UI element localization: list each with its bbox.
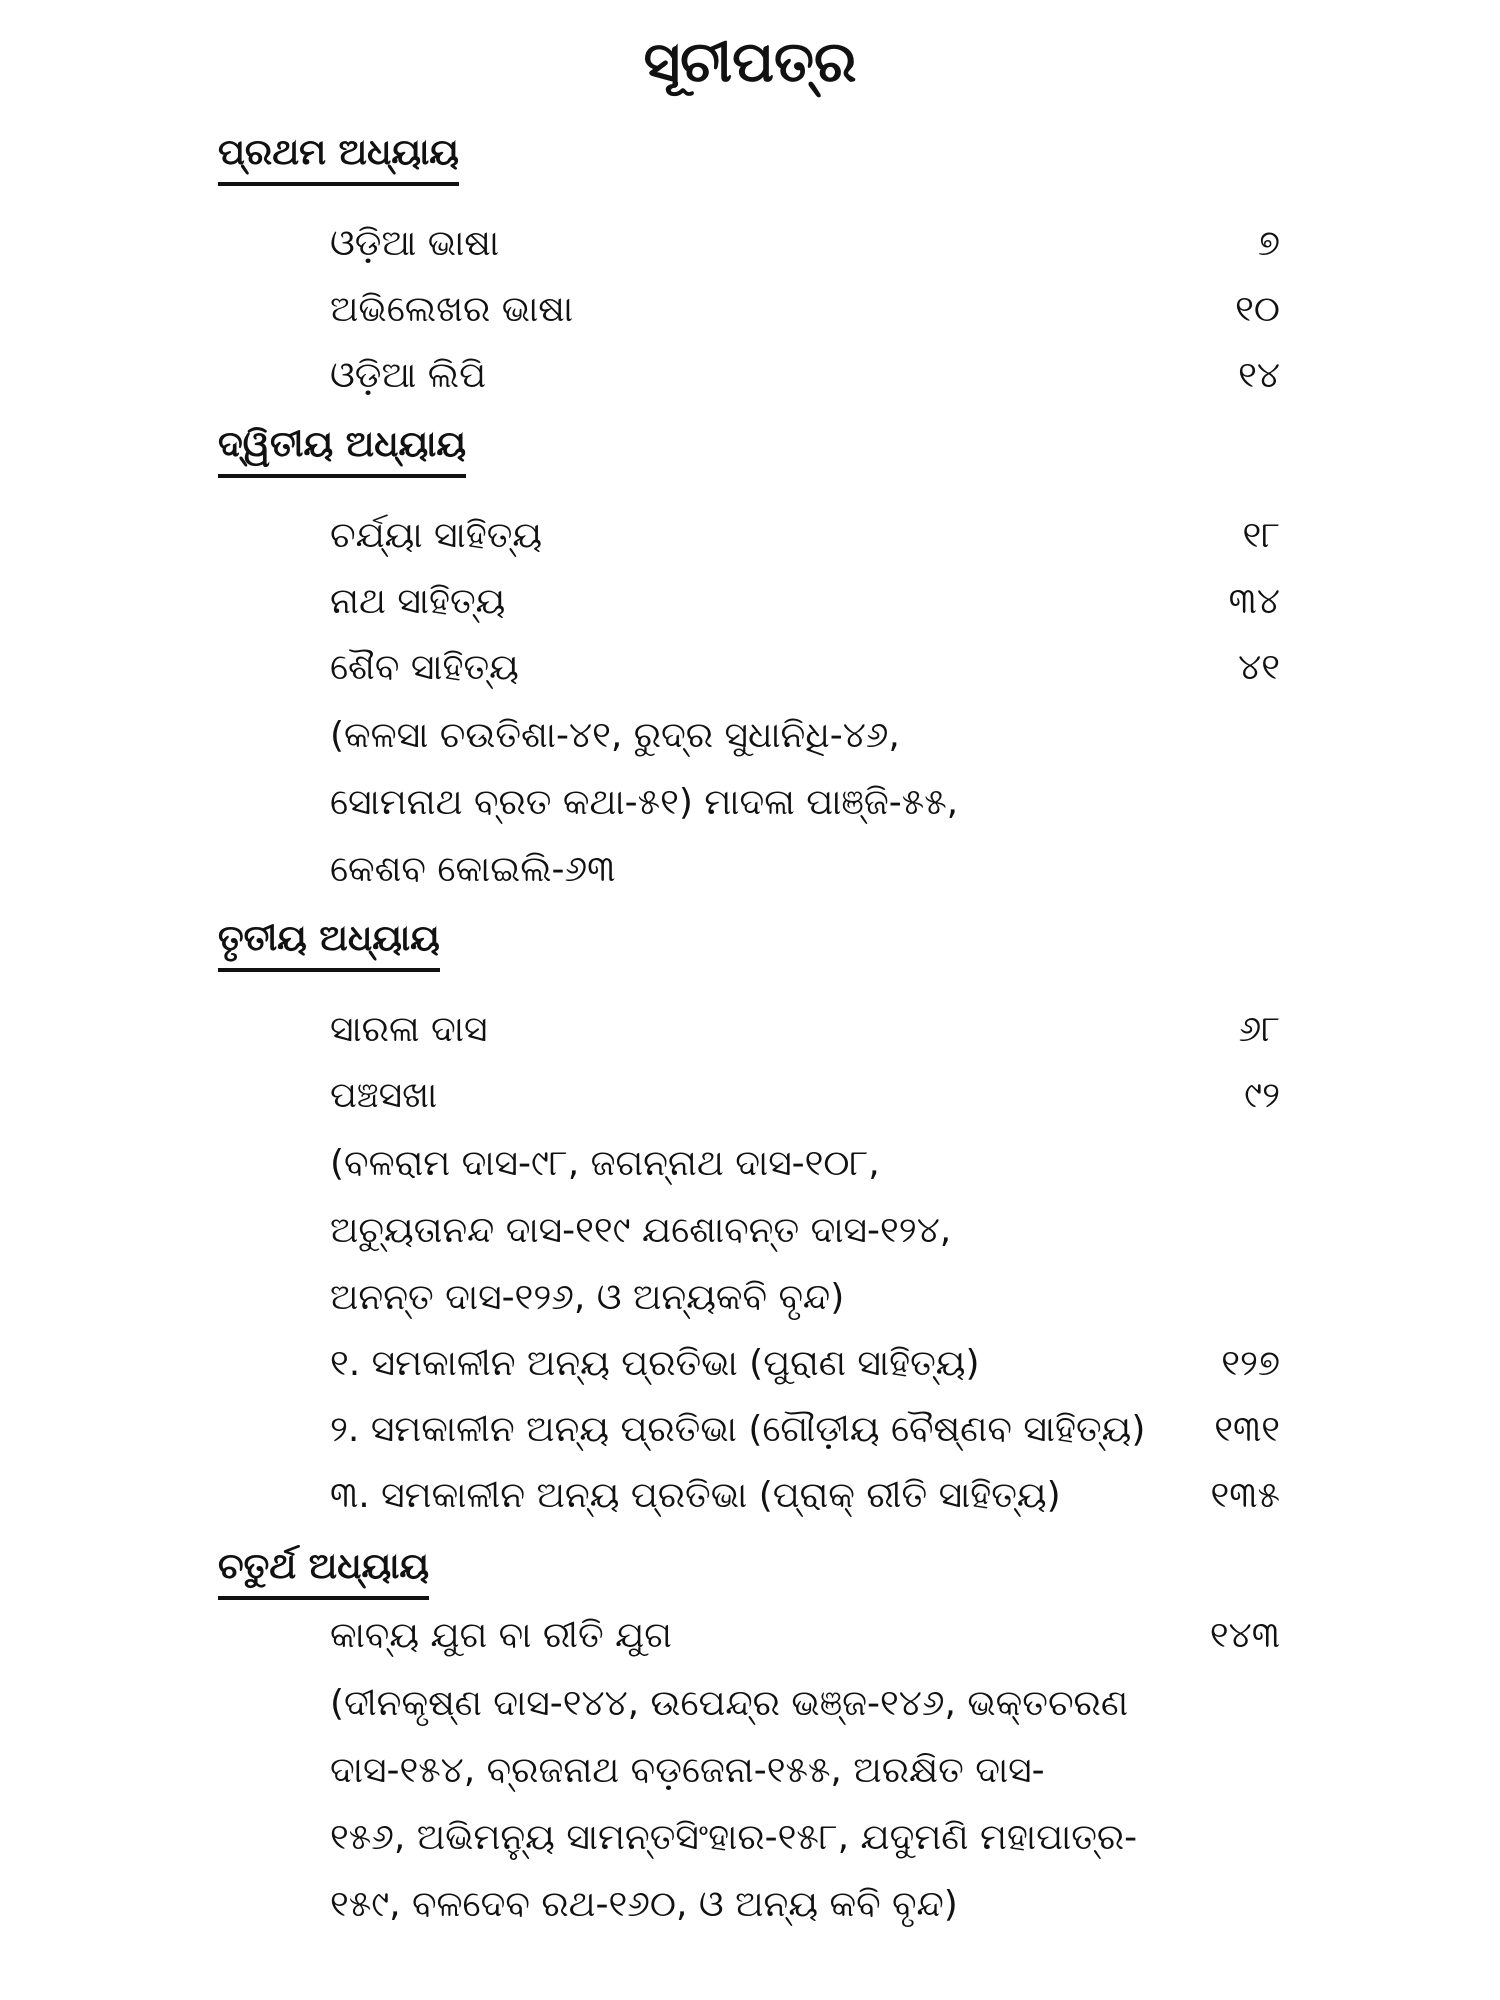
toc-entry [330, 1614, 1280, 1658]
toc-entry [330, 354, 1280, 398]
entry-label: କାବ୍ୟ ଯୁଗ ବା ରୀତି ଯୁଗ [330, 1615, 672, 1656]
toc-entry [330, 1074, 1280, 1118]
toc-entry [330, 1474, 1280, 1518]
entry-label: ୧. ସମକାଳୀନ ଅନ୍ୟ ପ୍ରତିଭା (ପୁରାଣ ସାହିତ୍ୟ) [330, 1343, 980, 1384]
note-line: କେଶବ କୋଇଲି-୬୩ [330, 849, 616, 890]
note-line: ସୋମନାଥ ବ୍ରତ କଥା-୫୧) ମାଦଳା ପାଞ୍ଜି-୫୫, [330, 782, 959, 823]
entry-page: ୧୩୧ [1214, 1409, 1280, 1450]
toc-entry [330, 1008, 1280, 1052]
entry-label: ୨. ସମକାଳୀନ ଅନ୍ୟ ପ୍ରତିଭା (ଗୌଡ଼ୀୟ ବୈଷ୍ଣବ ସାହିତ୍ୟ) [330, 1409, 1146, 1450]
entry-page: ୧୮ [1242, 515, 1280, 556]
note-line: (କଳସା ଚଉତିଶା-୪୧, ରୁଦ୍ର ସୁଧାନିଧି-୪୬, [330, 715, 900, 756]
toc-entry [330, 646, 1280, 690]
entry-label: ଅଭିଲେଖର ଭାଷା [330, 289, 574, 330]
entry-page: ୧୦ [1235, 289, 1280, 330]
entry-page: ୧୩୫ [1210, 1475, 1280, 1516]
toc-entry [330, 580, 1280, 624]
toc-entry [330, 1342, 1280, 1386]
page-title: ସୂଚୀପତ୍ର [643, 30, 857, 95]
entry-label: ଓଡ଼ିଆ ଲିପି [330, 355, 487, 396]
chapter-1-heading: ପ୍ରଥମ ଅଧ୍ୟାୟ [218, 132, 459, 186]
entry-page: ୪୧ [1238, 647, 1280, 688]
entry-page: ୩୪ [1228, 581, 1280, 622]
entry-label: ୩. ସମକାଳୀନ ଅନ୍ୟ ପ୍ରତିଭା (ପ୍ରାକ୍ ରୀତି ସାହିତ୍ୟ) [330, 1475, 1061, 1516]
entry-page: ୧୨୭ [1221, 1343, 1280, 1384]
note-line: (ଦୀନକୃଷ୍ଣ ଦାସ-୧୪୪, ଉପେନ୍ଦ୍ର ଭଞ୍ଜ-୧୪୬, ଭକ୍ତଚରଣ [330, 1683, 1129, 1724]
note-line: ଦାସ-୧୫୪, ବ୍ରଜନାଥ ବଡ଼ଜେନା-୧୫୫, ଅରକ୍ଷିତ ଦାସ- [330, 1750, 1045, 1791]
entry-page: ୬୮ [1238, 1009, 1280, 1050]
chapter-2-heading: ଦ୍ୱିତୀୟ ଅଧ୍ୟାୟ [218, 424, 466, 478]
entry-label: ଚର୍ଯ୍ୟା ସାହିତ୍ୟ [330, 515, 543, 556]
entry-label: ଓଡ଼ିଆ ଭାଷା [330, 223, 500, 264]
toc-entry [330, 1408, 1280, 1452]
toc-entry [330, 514, 1280, 558]
chapter-4-note [330, 1670, 1230, 1938]
entry-page: ୭ [1257, 223, 1280, 264]
note-line: ଅନନ୍ତ ଦାସ-୧୨୬, ଓ ଅନ୍ୟକବି ବୃନ୍ଦ) [330, 1277, 845, 1318]
chapter-4-heading: ଚତୁର୍ଥ ଅଧ୍ୟାୟ [218, 1546, 429, 1600]
entry-label: ଶୈବ ସାହିତ୍ୟ [330, 647, 519, 688]
chapter-3-heading: ତୃତୀୟ ଅଧ୍ୟାୟ [218, 918, 440, 972]
note-line: ୧୫୯, ବଳଦେବ ରଥ-୧୬୦, ଓ ଅନ୍ୟ କବି ବୃନ୍ଦ) [330, 1884, 958, 1925]
chapter-3-note [330, 1130, 1230, 1331]
entry-label: ସାରଳା ଦାସ [330, 1009, 488, 1050]
chapter-2-note [330, 702, 1230, 903]
note-line: (ବଳରାମ ଦାସ-୯୮, ଜଗନ୍ନାଥ ଦାସ-୧୦୮, [330, 1143, 880, 1184]
toc-entry [330, 288, 1280, 332]
entry-page: ୯୨ [1244, 1075, 1280, 1116]
toc-entry [330, 222, 1280, 266]
entry-label: ନାଥ ସାହିତ୍ୟ [330, 581, 506, 622]
entry-page: ୧୪ [1238, 355, 1280, 396]
entry-page: ୧୪୩ [1209, 1615, 1280, 1656]
note-line: ୧୫୬, ଅଭିମନ୍ୟୁ ସାମନ୍ତସିଂହାର-୧୫୮, ଯଦୁମଣି ମହାପାତ୍ର- [330, 1817, 1138, 1858]
entry-label: ପଞ୍ଚସଖା [330, 1075, 438, 1116]
note-line: ଅଚ୍ୟୁତାନନ୍ଦ ଦାସ-୧୧୯ ଯଶୋବନ୍ତ ଦାସ-୧୨୪, [330, 1210, 952, 1251]
